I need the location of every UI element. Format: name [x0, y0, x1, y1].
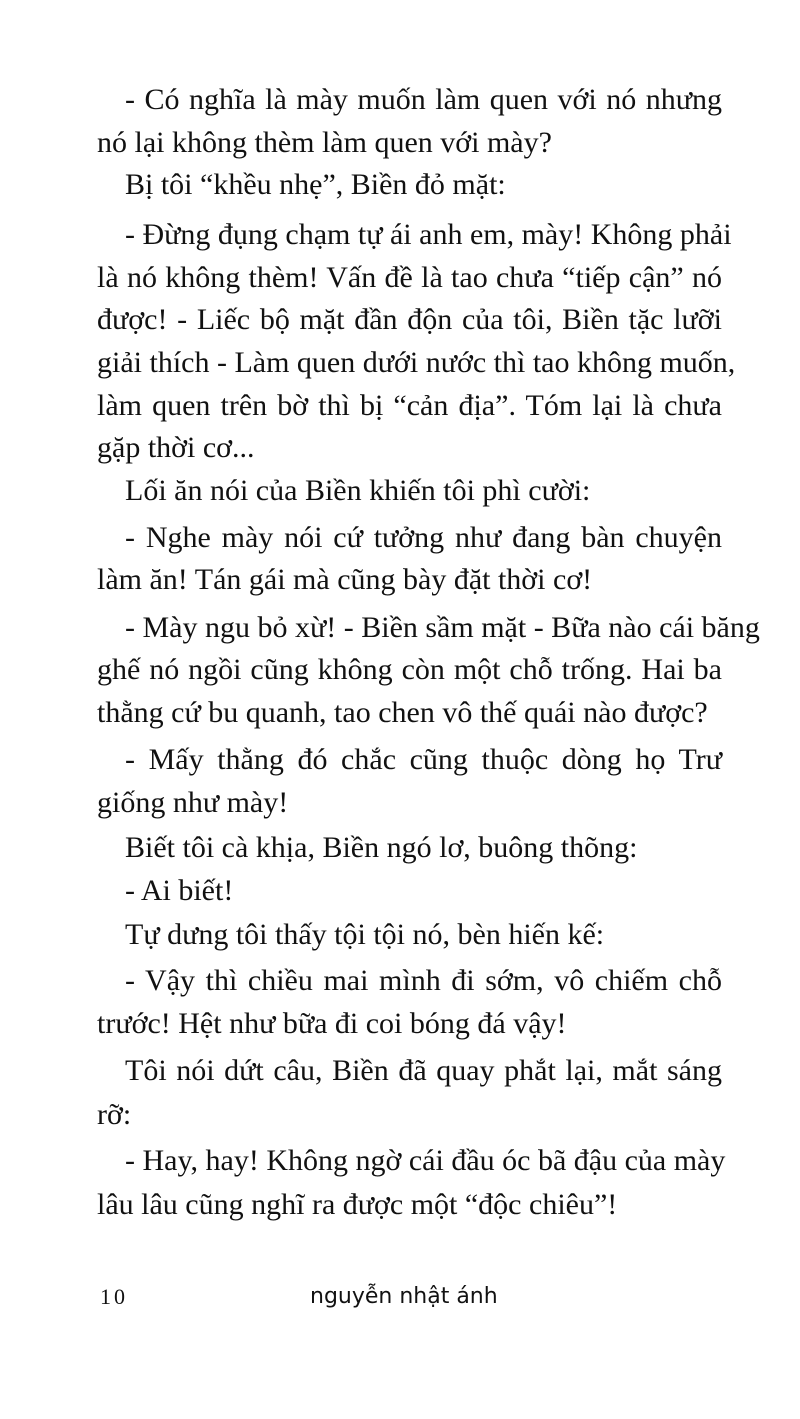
text-line: lâu lâu cũng nghĩ ra được một “độc chiêu”!	[97, 1188, 618, 1221]
text-line: là nó không thèm! Vấn đề là tao chưa “tiếp cận” nó	[97, 261, 722, 294]
text-line: - Mày ngu bỏ xừ! - Biền sầm mặt - Bữa nào cái băng	[125, 611, 760, 644]
text-line: - Có nghĩa là mày muốn làm quen với nó nhưng	[125, 83, 722, 116]
text-line: - Vậy thì chiều mai mình đi sớm, vô chiếm chỗ	[125, 964, 722, 997]
text-line: - Mấy thằng đó chắc cũng thuộc dòng họ Trư	[125, 743, 722, 776]
page-number: 10	[100, 1284, 128, 1309]
text-line: nó lại không thèm làm quen với mày?	[97, 126, 552, 159]
text-line: - Hay, hay! Không ngờ cái đầu óc bã đậu của mày	[125, 1144, 726, 1177]
text-line: thằng cứ bu quanh, tao chen vô thế quái nào được?	[97, 696, 708, 729]
text-line: - Nghe mày nói cứ tưởng như đang bàn chuyện	[125, 521, 722, 554]
text-line: - Ai biết!	[125, 874, 234, 907]
text-line: Lối ăn nói của Biền khiến tôi phì cười:	[125, 474, 591, 507]
text-line: giải thích - Làm quen dưới nước thì tao không muốn,	[97, 346, 736, 379]
text-line: làm ăn! Tán gái mà cũng bày đặt thời cơ!	[97, 563, 593, 596]
text-line: Tôi nói dứt câu, Biền đã quay phắt lại, mắt sáng	[125, 1054, 722, 1087]
text-line: giống như mày!	[97, 786, 289, 819]
text-line: ghế nó ngồi cũng không còn một chỗ trống. Hai ba	[97, 653, 722, 686]
running-title-author: nguyễn nhật ánh	[310, 1284, 498, 1309]
text-line: làm quen trên bờ thì bị “cản địa”. Tóm lại là chưa	[97, 389, 722, 422]
text-line: Bị tôi “khều nhẹ”, Biền đỏ mặt:	[125, 168, 506, 201]
text-line: rỡ:	[97, 1098, 132, 1131]
text-line: - Đừng đụng chạm tự ái anh em, mày! Không phải	[125, 218, 732, 251]
text-line: Tự dưng tôi thấy tội tội nó, bèn hiến kế:	[125, 918, 605, 951]
text-line: được! - Liếc bộ mặt đần độn của tôi, Biền tặc lưỡi	[97, 303, 722, 336]
text-line: Biết tôi cà khịa, Biền ngó lơ, buông thõng:	[125, 831, 638, 864]
text-line: gặp thời cơ...	[97, 431, 255, 464]
text-line: trước! Hệt như bữa đi coi bóng đá vậy!	[97, 1007, 567, 1040]
